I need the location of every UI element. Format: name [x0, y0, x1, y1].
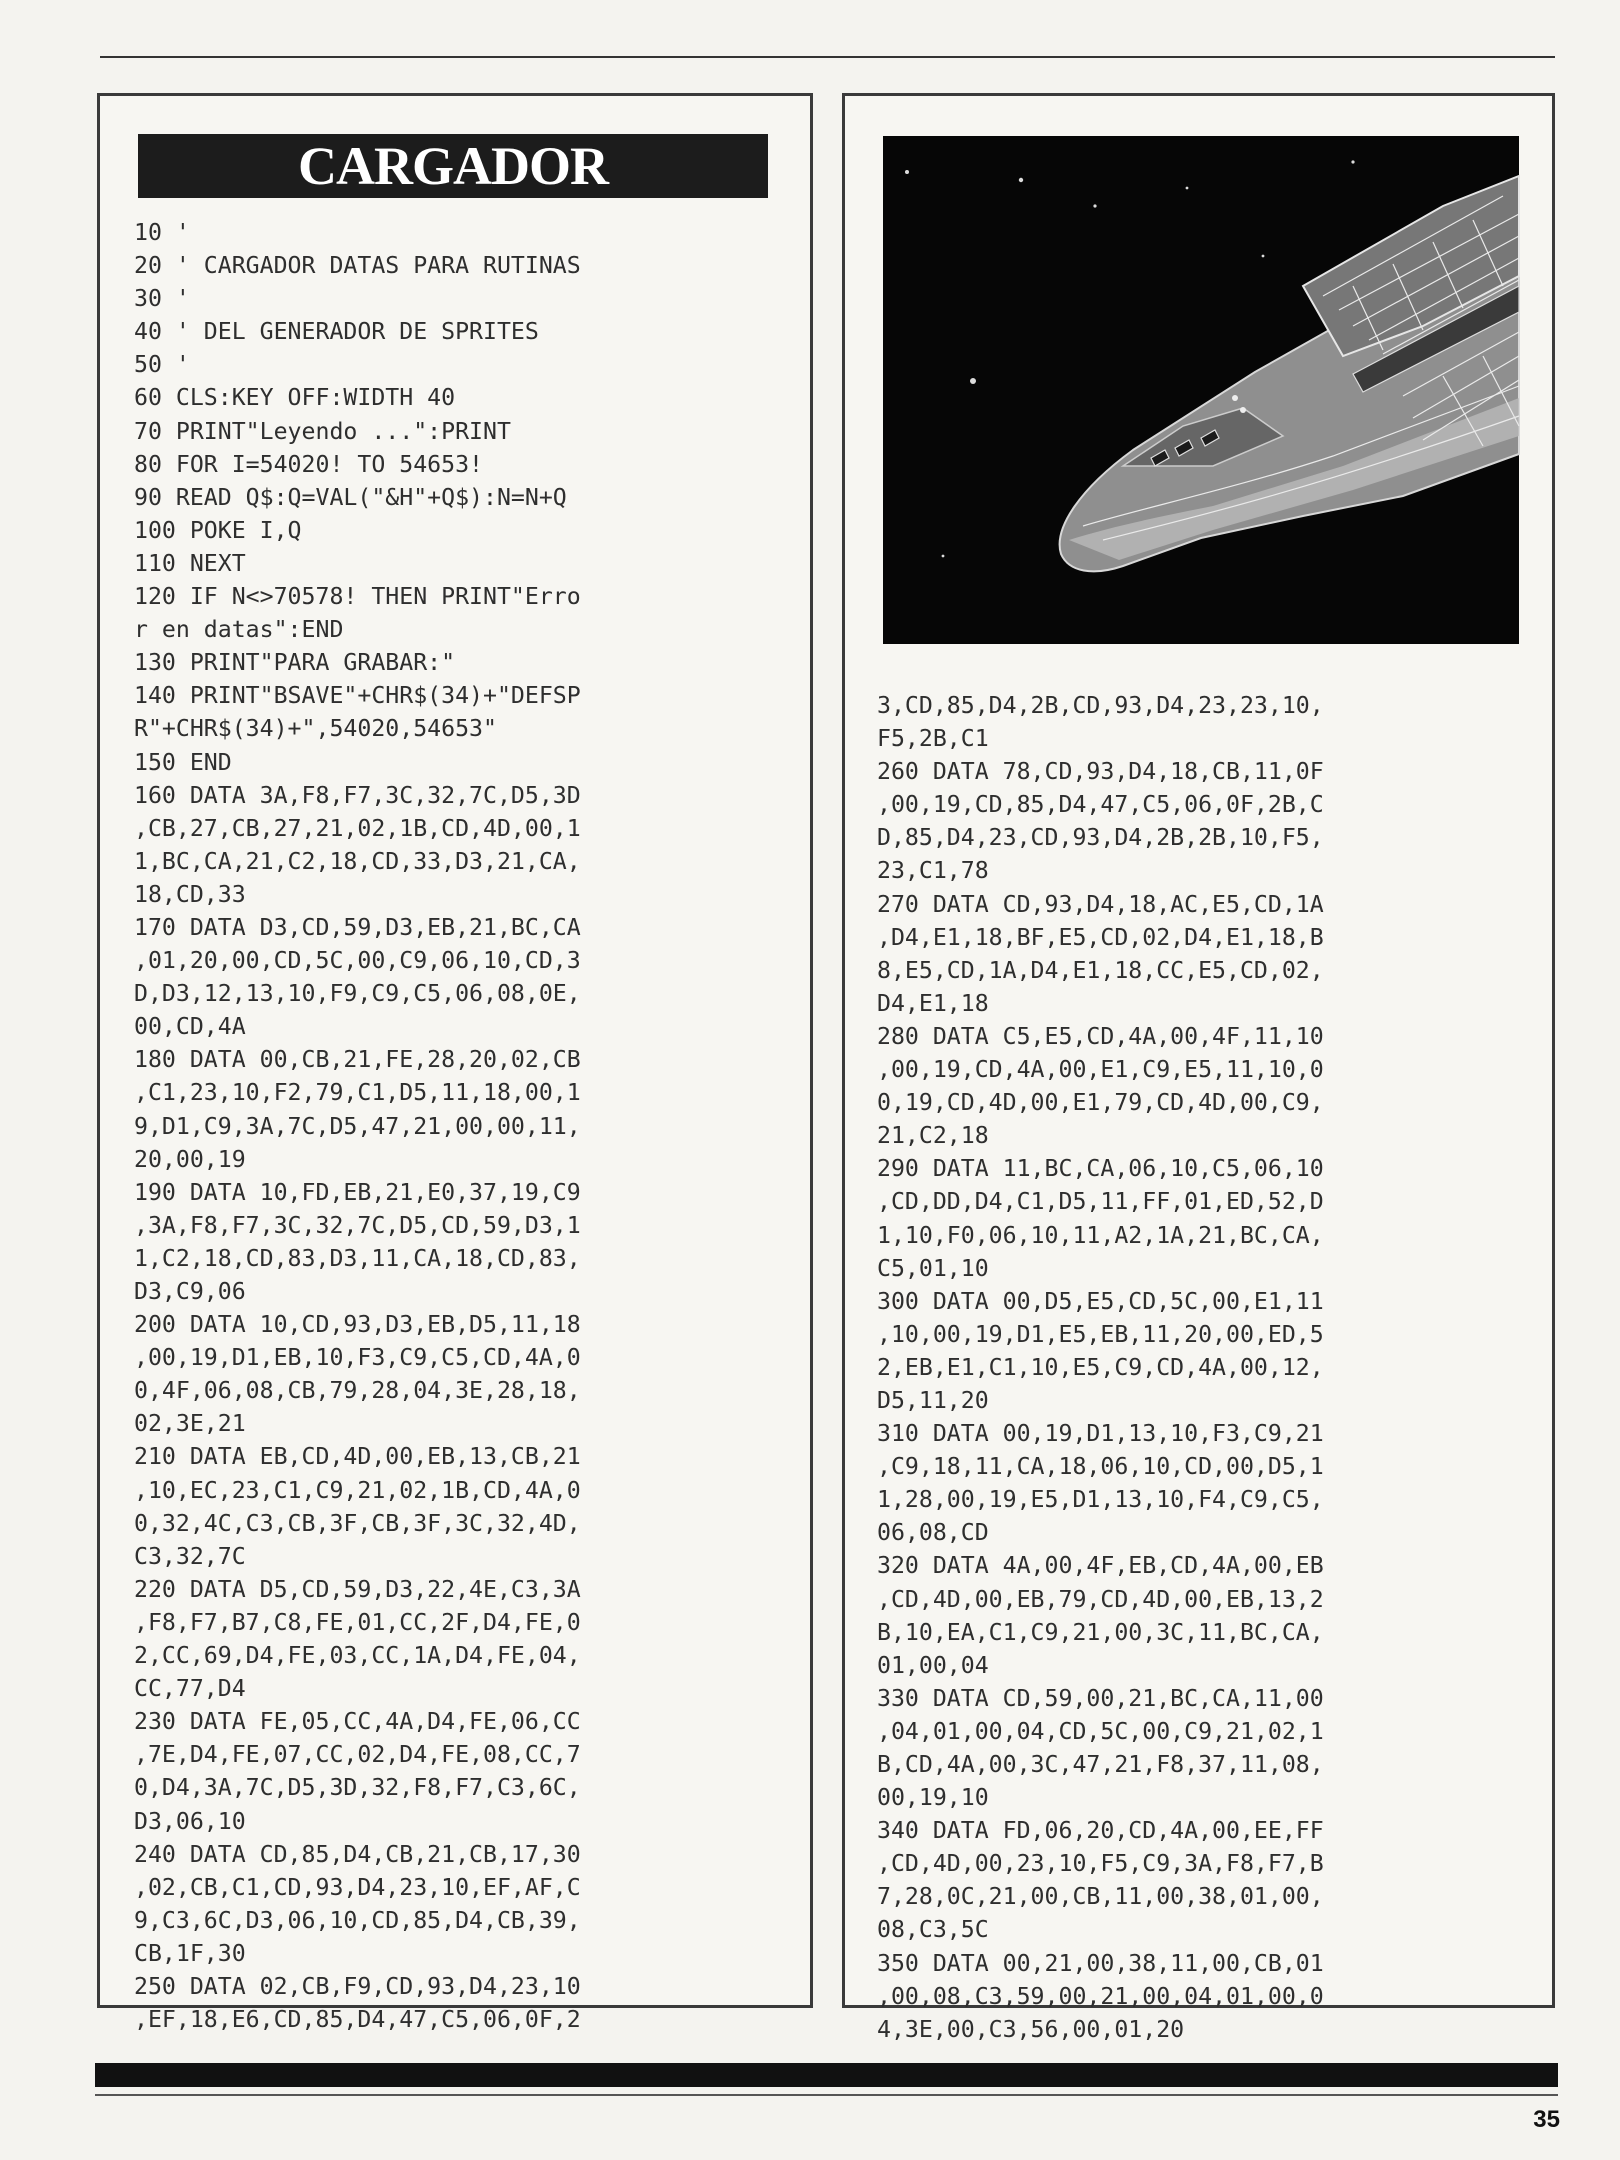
- left-column: [97, 93, 813, 2034]
- code-line: 1,10,F0,06,10,11,A2,1A,21,BC,CA,: [877, 1221, 1324, 1249]
- code-line: 220 DATA D5,CD,59,D3,22,4E,C3,3A: [134, 1575, 581, 1603]
- code-line: 100 POKE I,Q: [134, 516, 302, 544]
- code-line: 270 DATA CD,93,D4,18,AC,E5,CD,1A: [877, 890, 1324, 918]
- code-line: 280 DATA C5,E5,CD,4A,00,4F,11,10: [877, 1022, 1324, 1050]
- code-line: 40 ' DEL GENERADOR DE SPRITES: [134, 318, 539, 346]
- code-line: 1,C2,18,CD,83,D3,11,CA,18,CD,83,: [134, 1244, 581, 1272]
- code-line: 00,19,10: [877, 1784, 989, 1812]
- code-line: 4,3E,00,C3,56,00,01,20: [877, 2015, 1185, 2043]
- code-line: 90 READ Q$:Q=VAL("&H"+Q$):N=N+Q: [134, 483, 567, 511]
- space-shuttle-graphic: [883, 136, 1519, 644]
- code-line: 190 DATA 10,FD,EB,21,E0,37,19,C9: [134, 1178, 581, 1206]
- code-line: C3,32,7C: [134, 1542, 246, 1570]
- code-line: 200 DATA 10,CD,93,D3,EB,D5,11,18: [134, 1311, 581, 1339]
- code-line: 140 PRINT"BSAVE"+CHR$(34)+"DEFSP: [134, 682, 581, 710]
- code-line: ,C1,23,10,F2,79,C1,D5,11,18,00,1: [134, 1079, 581, 1107]
- code-line: 18,CD,33: [134, 880, 246, 908]
- code-line: ,10,00,19,D1,E5,EB,11,20,00,ED,5: [877, 1320, 1324, 1348]
- code-line: 310 DATA 00,19,D1,13,10,F3,C9,21: [877, 1420, 1324, 1448]
- code-line: D5,11,20: [877, 1386, 989, 1414]
- code-line: ,CB,27,CB,27,21,02,1B,CD,4D,00,1: [134, 814, 581, 842]
- code-line: 0,19,CD,4D,00,E1,79,CD,4D,00,C9,: [877, 1089, 1324, 1117]
- code-line: C5,01,10: [877, 1254, 989, 1282]
- code-line: 02,3E,21: [134, 1410, 246, 1438]
- code-line: 60 CLS:KEY OFF:WIDTH 40: [134, 384, 456, 412]
- code-line: 2,CC,69,D4,FE,03,CC,1A,D4,FE,04,: [134, 1642, 581, 1670]
- code-line: ,F8,F7,B7,C8,FE,01,CC,2F,D4,FE,0: [134, 1608, 581, 1636]
- code-line: 8,E5,CD,1A,D4,E1,18,CC,E5,CD,02,: [877, 956, 1324, 984]
- code-line: ,C9,18,11,CA,18,06,10,CD,00,D5,1: [877, 1453, 1324, 1481]
- code-line: 23,C1,78: [877, 857, 989, 885]
- code-line: ,3A,F8,F7,3C,32,7C,D5,CD,59,D3,1: [134, 1211, 581, 1239]
- code-line: ,D4,E1,18,BF,E5,CD,02,D4,E1,18,B: [877, 923, 1324, 951]
- bottom-rule: [95, 2063, 1558, 2087]
- top-rule: [100, 56, 1555, 58]
- section-title: CARGADOR: [138, 134, 768, 198]
- code-line: 150 END: [134, 748, 232, 776]
- code-line: 70 PRINT"Leyendo ...":PRINT: [134, 417, 511, 445]
- page-number: 35: [1533, 2106, 1560, 2133]
- code-line: ,CD,4D,00,EB,79,CD,4D,00,EB,13,2: [877, 1585, 1324, 1613]
- code-line: 08,C3,5C: [877, 1916, 989, 1944]
- code-line: 210 DATA EB,CD,4D,00,EB,13,CB,21: [134, 1443, 581, 1471]
- code-line: 240 DATA CD,85,D4,CB,21,CB,17,30: [134, 1840, 581, 1868]
- bottom-rule-thin: [95, 2094, 1558, 2096]
- code-line: 110 NEXT: [134, 549, 246, 577]
- code-line: 260 DATA 78,CD,93,D4,18,CB,11,0F: [877, 758, 1324, 786]
- code-line: 300 DATA 00,D5,E5,CD,5C,00,E1,11: [877, 1287, 1324, 1315]
- code-line: 0,32,4C,C3,CB,3F,CB,3F,3C,32,4D,: [134, 1509, 581, 1537]
- code-line: 30 ': [134, 285, 190, 313]
- basic-listing-right: [877, 689, 1324, 2046]
- code-line: F5,2B,C1: [877, 725, 989, 753]
- code-line: 330 DATA CD,59,00,21,BC,CA,11,00: [877, 1684, 1324, 1712]
- code-line: 10 ': [134, 219, 190, 246]
- code-line: 1,BC,CA,21,C2,18,CD,33,D3,21,CA,: [134, 847, 581, 875]
- code-line: CC,77,D4: [134, 1675, 246, 1703]
- code-line: 50 ': [134, 351, 190, 379]
- code-line: 20 ' CARGADOR DATAS PARA RUTINAS: [134, 252, 581, 280]
- code-line: 250 DATA 02,CB,F9,CD,93,D4,23,10: [134, 1972, 581, 2000]
- code-line: D3,C9,06: [134, 1278, 246, 1305]
- code-line: 01,00,04: [877, 1651, 989, 1679]
- code-line: 0,4F,06,08,CB,79,28,04,3E,28,18,: [134, 1377, 581, 1405]
- code-line: CB,1F,30: [134, 1939, 246, 1967]
- code-line: 2,EB,E1,C1,10,E5,C9,CD,4A,00,12,: [877, 1353, 1324, 1381]
- code-line: ,01,20,00,CD,5C,00,C9,06,10,CD,3: [134, 947, 581, 975]
- right-column: [842, 93, 1555, 2043]
- code-line: 9,C3,6C,D3,06,10,CD,85,D4,CB,39,: [134, 1906, 581, 1934]
- code-line: 20,00,19: [134, 1145, 246, 1173]
- code-line: 340 DATA FD,06,20,CD,4A,00,EE,FF: [877, 1817, 1324, 1845]
- basic-listing-left: [134, 216, 581, 2036]
- code-line: R"+CHR$(34)+",54020,54653": [134, 715, 497, 743]
- code-line: ,CD,DD,D4,C1,D5,11,FF,01,ED,52,D: [877, 1188, 1324, 1216]
- code-line: 290 DATA 11,BC,CA,06,10,C5,06,10: [877, 1155, 1324, 1183]
- code-line: ,EF,18,E6,CD,85,D4,47,C5,06,0F,2: [134, 2006, 581, 2034]
- code-line: ,00,19,CD,85,D4,47,C5,06,0F,2B,C: [877, 791, 1324, 819]
- code-line: D,85,D4,23,CD,93,D4,2B,2B,10,F5,: [877, 824, 1324, 852]
- code-line: ,02,CB,C1,CD,93,D4,23,10,EF,AF,C: [134, 1873, 581, 1901]
- code-line: 7,28,0C,21,00,CB,11,00,38,01,00,: [877, 1883, 1324, 1911]
- code-line: D,D3,12,13,10,F9,C9,C5,06,08,0E,: [134, 980, 581, 1008]
- code-line: 9,D1,C9,3A,7C,D5,47,21,00,00,11,: [134, 1112, 581, 1140]
- code-line: ,10,EC,23,C1,C9,21,02,1B,CD,4A,0: [134, 1476, 581, 1504]
- code-line: ,04,01,00,04,CD,5C,00,C9,21,02,1: [877, 1717, 1324, 1745]
- code-line: 1,28,00,19,E5,D1,13,10,F4,C9,C5,: [877, 1486, 1324, 1514]
- code-line: ,00,19,CD,4A,00,E1,C9,E5,11,10,0: [877, 1056, 1324, 1084]
- code-line: 3,CD,85,D4,2B,CD,93,D4,23,23,10,: [877, 692, 1324, 719]
- code-line: 120 IF N<>70578! THEN PRINT"Erro: [134, 583, 581, 611]
- code-line: B,CD,4A,00,3C,47,21,F8,37,11,08,: [877, 1751, 1324, 1778]
- code-line: 230 DATA FE,05,CC,4A,D4,FE,06,CC: [134, 1708, 581, 1736]
- code-line: r en datas":END: [134, 616, 344, 644]
- code-line: ,00,08,C3,59,00,21,00,04,01,00,0: [877, 1982, 1324, 2010]
- code-line: 130 PRINT"PARA GRABAR:": [134, 649, 456, 677]
- code-line: 170 DATA D3,CD,59,D3,EB,21,BC,CA: [134, 913, 581, 941]
- code-line: ,CD,4D,00,23,10,F5,C9,3A,F8,F7,B: [877, 1850, 1324, 1878]
- code-line: 06,08,CD: [877, 1519, 989, 1547]
- code-line: D3,06,10: [134, 1807, 246, 1835]
- code-line: B,10,EA,C1,C9,21,00,3C,11,BC,CA,: [877, 1618, 1324, 1646]
- code-line: 350 DATA 00,21,00,38,11,00,CB,01: [877, 1949, 1324, 1977]
- code-line: 00,CD,4A: [134, 1013, 246, 1041]
- code-line: 21,C2,18: [877, 1122, 989, 1150]
- code-line: 160 DATA 3A,F8,F7,3C,32,7C,D5,3D: [134, 781, 581, 809]
- code-line: 180 DATA 00,CB,21,FE,28,20,02,CB: [134, 1046, 581, 1074]
- code-line: ,00,19,D1,EB,10,F3,C9,C5,CD,4A,0: [134, 1344, 581, 1372]
- code-line: 320 DATA 4A,00,4F,EB,CD,4A,00,EB: [877, 1552, 1324, 1580]
- code-line: ,7E,D4,FE,07,CC,02,D4,FE,08,CC,7: [134, 1741, 581, 1769]
- code-line: 0,D4,3A,7C,D5,3D,32,F8,F7,C3,6C,: [134, 1774, 581, 1802]
- space-shuttle-illustration: [883, 136, 1519, 644]
- code-line: D4,E1,18: [877, 989, 989, 1017]
- code-line: 80 FOR I=54020! TO 54653!: [134, 450, 484, 478]
